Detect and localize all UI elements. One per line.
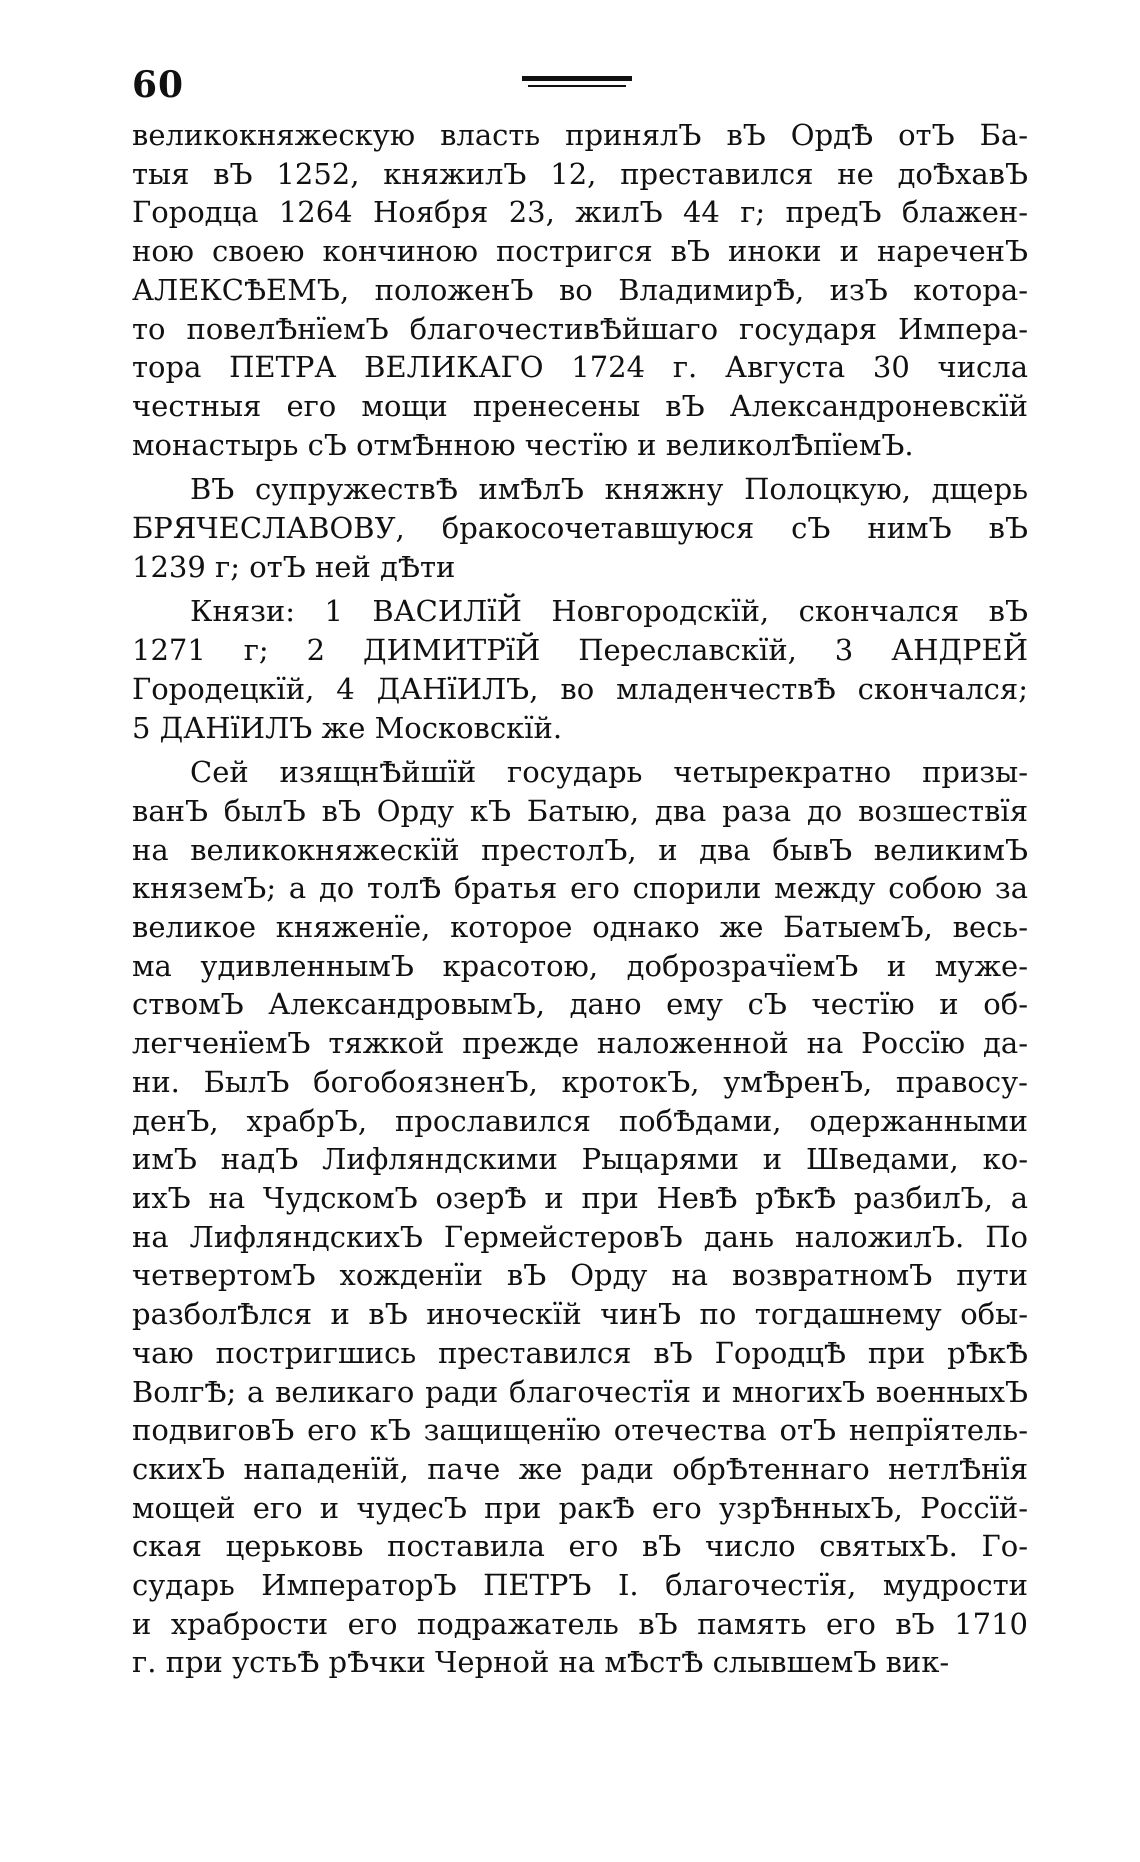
text-line: на ЛифляндскихЪ ГермейстеровЪ дань наложилЪ. По xyxy=(132,1219,1028,1254)
paragraph-p3 xyxy=(132,592,1028,747)
text-line: великое княженїе, которое однако же БатыемЪ, весь- xyxy=(132,910,1028,945)
paragraph-p4 xyxy=(132,753,1028,1682)
text-line: ВЪ супружествѢ имѢлЪ княжну Полоцкую, дщерь xyxy=(190,472,1028,507)
text-line: денЪ, храбрЪ, прославился побѢдами, одержанными xyxy=(132,1103,1028,1138)
page-body xyxy=(132,116,1028,1688)
text-line: легченїемЪ тяжкой прежде наложенной на Россїю да- xyxy=(132,1026,1028,1061)
header-ornament-icon xyxy=(522,76,632,92)
text-line: сударь ИмператорЪ ПЕТРЪ I. благочестїя, мудрости xyxy=(132,1568,1028,1603)
text-line: четвертомЪ хожденїи вЪ Орду на возвратномЪ пути xyxy=(132,1258,1028,1293)
text-line: Городца 1264 Ноября 23, жилЪ 44 г; предЪ блажен- xyxy=(132,195,1028,230)
text-line: ская церьковь поставила его вЪ число святыхЪ. Го- xyxy=(132,1529,1028,1564)
paragraph-p2 xyxy=(132,470,1028,586)
text-line: ни. БылЪ богобоязненЪ, кротокЪ, умѢренЪ, правосу- xyxy=(132,1064,1028,1099)
text-line: монастырь сЪ отмѢнною честїю и великолѢпїемЪ. xyxy=(132,427,914,462)
text-line: тора ПЕТРА ВЕЛИКАГО 1724 г. Августа 30 числа xyxy=(132,350,1028,385)
text-line: ихЪ на ЧудскомЪ озерѢ и при НевѢ рѢкѢ разбилЪ, а xyxy=(132,1180,1028,1215)
text-line: ванЪ былЪ вЪ Орду кЪ Батыю, два раза до возшествїя xyxy=(132,793,1028,828)
page-header xyxy=(132,64,1032,108)
text-line: 5 ДАНїИЛЪ же Московскїй. xyxy=(132,710,563,745)
text-line: на великокняжескїй престолЪ, и два бывЪ великимЪ xyxy=(132,832,1028,867)
text-line: Князи: 1 ВАСИЛїЙ Новгородскїй, скончался вЪ xyxy=(190,594,1028,629)
text-line: 1271 г; 2 ДИМИТРїЙ Переславскїй, 3 АНДРЕЙ xyxy=(132,633,1028,668)
text-line: Городецкїй, 4 ДАНїИЛЪ, во младенчествѢ скончался; xyxy=(132,671,1028,706)
text-line: тыя вЪ 1252, княжилЪ 12, преставился не доѢхавЪ xyxy=(132,156,1028,191)
text-line: чаю постригшись преставился вЪ ГородцѢ при рѢкѢ xyxy=(132,1335,1028,1370)
text-line: честныя его мощи пренесены вЪ Александроневскїй xyxy=(132,388,1028,423)
text-line: АЛЕКСѢЕМЪ, положенЪ во ВладимирѢ, изЪ котора- xyxy=(132,272,1028,307)
page-number: 60 xyxy=(132,64,185,106)
text-line: ною своею кончиною постригся вЪ иноки и нареченЪ xyxy=(132,234,1028,269)
text-line: имЪ надЪ Лифляндскими Рыцарями и Шведами, ко- xyxy=(132,1142,1028,1177)
text-line: скихЪ нападенїй, паче же ради обрѢтеннаго нетлѢнїя xyxy=(132,1451,1028,1486)
text-line: Сей изящнѢйшїй государь четырекратно призы- xyxy=(190,755,1028,790)
text-line: мощей его и чудесЪ при ракѢ его узрѢнныхЪ, Россїй- xyxy=(132,1490,1028,1525)
text-line: подвиговЪ его кЪ защищенїю отечества отЪ непрїятель- xyxy=(132,1413,1028,1448)
text-line: то повелѢнїемЪ благочестивѢйшаго государя Импера- xyxy=(132,311,1028,346)
text-line: 1239 г; отЪ ней дѢти xyxy=(132,549,456,584)
text-line: ствомЪ АлександровымЪ, дано ему сЪ честїю и об- xyxy=(132,987,1028,1022)
text-line: БРЯЧЕСЛАВОВУ, бракосочетавшуюся сЪ нимЪ вЪ xyxy=(132,511,1028,546)
text-line: ВолгѢ; а великаго ради благочестїя и многихЪ военныхЪ xyxy=(132,1374,1028,1409)
text-line: ма удивленнымЪ красотою, доброзрачїемЪ и муже- xyxy=(132,948,1028,983)
text-line: г. при устьѢ рѢчки Черной на мѢстѢ слывшемЪ вик- xyxy=(132,1645,950,1680)
ornament-bar xyxy=(522,76,632,81)
text-line: разболѢлся и вЪ иноческїй чинЪ по тогдашнему обы- xyxy=(132,1297,1028,1332)
text-line: великокняжескую власть принялЪ вЪ ОрдѢ отЪ Ба- xyxy=(132,118,1028,152)
paragraph-p1 xyxy=(132,116,1028,464)
ornament-bar-thin xyxy=(528,85,626,87)
text-line: и храбрости его подражатель вЪ память его вЪ 1710 xyxy=(132,1606,1028,1641)
text-line: княземЪ; а до толѢ братья его спорили между собою за xyxy=(132,871,1028,906)
